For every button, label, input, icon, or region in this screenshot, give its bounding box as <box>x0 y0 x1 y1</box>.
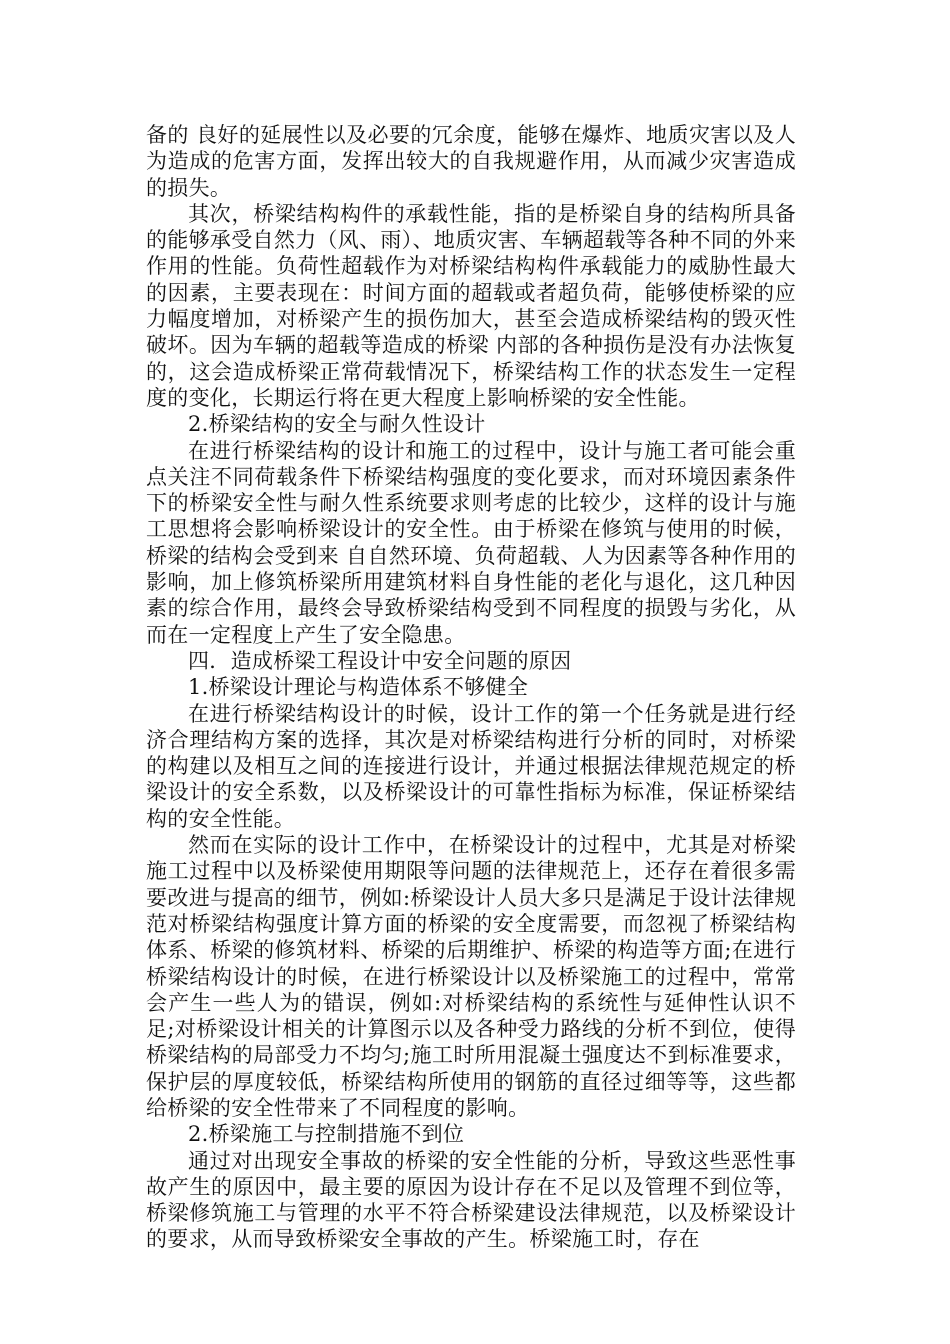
subheading-design-theory: 1.桥梁设计理论与构造体系不够健全 <box>188 675 529 700</box>
paragraph-design-issues: 然而在实际的设计工作中，在桥梁设计的过程中，尤其是对桥梁施工过程中以及桥梁使用期限等问题的法律规范上，还存在着很多需要改进与提高的细节，例如:桥梁设计人员大多只是满足于设计法律规范对桥梁结构强度计算方面的桥梁的安全度需要，而忽视了桥梁结构体系、桥梁的修筑材料、桥梁的后期维护、桥梁的构造等方面;在进行桥梁结构设计的时候，在进行桥梁设计以及桥梁施工的过程中，常常会产生一些人为的错误，例如:对桥梁结构的系统性与延伸性认识不足;对桥梁设计相关的计算图示以及各种受力路线的分析不到位，使得桥梁结构的局部受力不均匀;施工时所用混凝土强度达不到标准要求，保护层的厚度较低，桥梁结构所使用的钢筋的直径过细等等，这些都给桥梁的安全性带来了不同程度的影响。 <box>146 833 796 1120</box>
paragraph-load-performance: 其次，桥梁结构构件的承载性能，指的是桥梁自身的结构所具备的能够承受自然力（风、雨）、地质灾害、车辆超载等各种不同的外来作用的性能。负荷性超载作为对桥梁结构构件承载能力的威胁性最大的因素，主要表现在：时间方面的超载或者超负荷，能够使桥梁的应力幅度增加，对桥梁产生的损伤加大，甚至会造成桥梁结构的毁灭性破坏。因为车辆的超载等造成的桥梁 内部的各种损伤是没有办法恢复的，这会造成桥梁正常荷载情况下，桥梁结构工作的状态发生一定程度的变化，长期运行将在更大程度上影响桥梁的安全性能。 <box>146 201 796 410</box>
subheading-construction-control: 2.桥梁施工与控制措施不到位 <box>188 1122 465 1147</box>
document-body <box>146 122 796 1253</box>
paragraph-safety-durability: 在进行桥梁结构的设计和施工的过程中，设计与施工者可能会重点关注不同荷载条件下桥梁结构强度的变化要求，而对环境因素条件下的桥梁安全性与耐久性系统要求则考虑的比较少，这样的设计与施工思想将会影响桥梁设计的安全性。由于桥梁在修筑与使用的时候，桥梁的结构会受到来 自自然环境、负荷超载、人为因素等各种作用的影响，加上修筑桥梁所用建筑材料自身性能的老化与退化，这几种因素的综合作用，最终会导致桥梁结构受到不同程度的损毁与劣化，从而在一定程度上产生了安全隐患。 <box>146 438 796 647</box>
paragraph-construction-control: 通过对出现安全事故的桥梁的安全性能的分析，导致这些恶性事故产生的原因中，最主要的原因为设计存在不足以及管理不到位等，桥梁修筑施工与管理的水平不符合桥梁建设法律规范，以及桥梁设计的要求，从而导致桥梁安全事故的产生。桥梁施工时，存在 <box>146 1148 796 1252</box>
paragraph-design-process: 在进行桥梁结构设计的时候，设计工作的第一个任务就是进行经济合理结构方案的选择，其次是对桥梁结构进行分析的同时，对桥梁的构建以及相互之间的连接进行设计，并通过根据法律规范规定的桥梁设计的安全系数，以及桥梁设计的可靠性指标为标准，保证桥梁结构的安全性能。 <box>146 701 796 831</box>
paragraph-continuation: 备的 良好的延展性以及必要的冗余度，能够在爆炸、地质灾害以及人为造成的危害方面，发挥出较大的自我规避作用，从而减少灾害造成的损失。 <box>146 123 796 200</box>
subheading-safety-durability: 2.桥梁结构的安全与耐久性设计 <box>188 412 486 437</box>
section-heading-causes: 四．造成桥梁工程设计中安全问题的原因 <box>188 648 572 673</box>
